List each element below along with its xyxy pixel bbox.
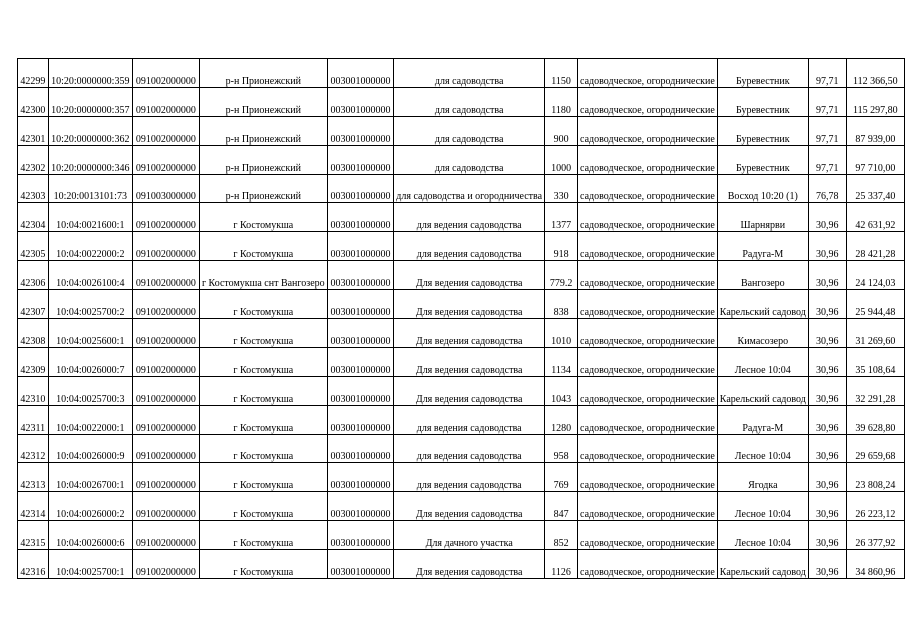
row-number-cell: 42302: [18, 145, 49, 174]
cadastral-number-cell: 10:04:0021600:1: [48, 203, 132, 232]
cadastral-value-cell: 25 337,40: [846, 174, 904, 203]
association-name-cell: Лесное 10:04: [717, 521, 808, 550]
cadastral-number-cell: 10:04:0026000:6: [48, 521, 132, 550]
area-cell: 900: [545, 116, 578, 145]
area-cell: 847: [545, 492, 578, 521]
table-row: [18, 434, 905, 463]
category-cell: садоводческое, огороднические: [578, 261, 718, 290]
area-cell: 1377: [545, 203, 578, 232]
table-row: [18, 521, 905, 550]
area-cell: 1043: [545, 376, 578, 405]
cadastral-value-cell: 31 269,60: [846, 319, 904, 348]
association-name-cell: Карельский садовод: [717, 290, 808, 319]
row-number-cell: 42308: [18, 319, 49, 348]
cadastral-number-cell: 10:04:0022000:1: [48, 405, 132, 434]
area-cell: 1180: [545, 87, 578, 116]
cadastral-value-cell: 35 108,64: [846, 347, 904, 376]
table-row: [18, 376, 905, 405]
category-cell: садоводческое, огороднические: [578, 290, 718, 319]
association-name-cell: Кимасозеро: [717, 319, 808, 348]
land-use-cell: Для ведения садоводства: [394, 376, 545, 405]
location-cell: г Костомукша: [199, 463, 327, 492]
table-row: [18, 232, 905, 261]
cadastral-value-cell: 39 628,80: [846, 405, 904, 434]
oktmo-cell: 091002000000: [132, 550, 199, 579]
register-rows: [18, 59, 905, 579]
row-number-cell: 42312: [18, 434, 49, 463]
land-use-cell: для ведения садоводства: [394, 434, 545, 463]
category-cell: садоводческое, огороднические: [578, 550, 718, 579]
rate-cell: 97,71: [808, 145, 846, 174]
cadastral-number-cell: 10:04:0025700:2: [48, 290, 132, 319]
land-use-cell: Для ведения садоводства: [394, 319, 545, 348]
oktmo-cell: 091003000000: [132, 174, 199, 203]
area-cell: 330: [545, 174, 578, 203]
category-cell: садоводческое, огороднические: [578, 492, 718, 521]
row-number-cell: 42309: [18, 347, 49, 376]
oktmo-cell: 091002000000: [132, 347, 199, 376]
cadastral-value-cell: 25 944,48: [846, 290, 904, 319]
code-cell: 003001000000: [327, 405, 394, 434]
table-row: [18, 203, 905, 232]
oktmo-cell: 091002000000: [132, 116, 199, 145]
association-name-cell: Радуга-М: [717, 405, 808, 434]
rate-cell: 30,96: [808, 463, 846, 492]
rate-cell: 76,78: [808, 174, 846, 203]
oktmo-cell: 091002000000: [132, 434, 199, 463]
location-cell: р-н Прионежский: [199, 174, 327, 203]
table-row: [18, 87, 905, 116]
cadastral-number-cell: 10:20:0000000:346: [48, 145, 132, 174]
area-cell: 1000: [545, 145, 578, 174]
location-cell: г Костомукша: [199, 492, 327, 521]
category-cell: садоводческое, огороднические: [578, 232, 718, 261]
category-cell: садоводческое, огороднические: [578, 463, 718, 492]
association-name-cell: Восход 10:20 (1): [717, 174, 808, 203]
table-row: [18, 145, 905, 174]
location-cell: г Костомукша снт Вангозеро: [199, 261, 327, 290]
association-name-cell: Вангозеро: [717, 261, 808, 290]
row-number-cell: 42299: [18, 59, 49, 88]
cadastral-value-cell: 26 377,92: [846, 521, 904, 550]
area-cell: 958: [545, 434, 578, 463]
code-cell: 003001000000: [327, 434, 394, 463]
rate-cell: 30,96: [808, 290, 846, 319]
table-row: [18, 347, 905, 376]
cadastral-number-cell: 10:04:0026000:7: [48, 347, 132, 376]
location-cell: р-н Прионежский: [199, 145, 327, 174]
area-cell: 1150: [545, 59, 578, 88]
code-cell: 003001000000: [327, 521, 394, 550]
oktmo-cell: 091002000000: [132, 232, 199, 261]
association-name-cell: Лесное 10:04: [717, 347, 808, 376]
row-number-cell: 42311: [18, 405, 49, 434]
cadastral-value-cell: 32 291,28: [846, 376, 904, 405]
category-cell: садоводческое, огороднические: [578, 203, 718, 232]
area-cell: 852: [545, 521, 578, 550]
location-cell: г Костомукша: [199, 290, 327, 319]
code-cell: 003001000000: [327, 347, 394, 376]
table-row: [18, 59, 905, 88]
association-name-cell: Карельский садовод: [717, 550, 808, 579]
oktmo-cell: 091002000000: [132, 521, 199, 550]
cadastral-number-cell: 10:04:0026100:4: [48, 261, 132, 290]
category-cell: садоводческое, огороднические: [578, 87, 718, 116]
area-cell: 1280: [545, 405, 578, 434]
row-number-cell: 42300: [18, 87, 49, 116]
row-number-cell: 42304: [18, 203, 49, 232]
cadastral-number-cell: 10:20:0000000:357: [48, 87, 132, 116]
category-cell: садоводческое, огороднические: [578, 405, 718, 434]
cadastral-value-cell: 97 710,00: [846, 145, 904, 174]
rate-cell: 30,96: [808, 232, 846, 261]
association-name-cell: Буревестник: [717, 59, 808, 88]
table-row: [18, 116, 905, 145]
oktmo-cell: 091002000000: [132, 376, 199, 405]
rate-cell: 97,71: [808, 116, 846, 145]
area-cell: 838: [545, 290, 578, 319]
location-cell: р-н Прионежский: [199, 116, 327, 145]
row-number-cell: 42313: [18, 463, 49, 492]
location-cell: г Костомукша: [199, 203, 327, 232]
category-cell: садоводческое, огороднические: [578, 116, 718, 145]
location-cell: г Костомукша: [199, 550, 327, 579]
table-row: [18, 174, 905, 203]
cadastral-value-cell: 112 366,50: [846, 59, 904, 88]
land-use-cell: для ведения садоводства: [394, 203, 545, 232]
cadastral-number-cell: 10:20:0000000:362: [48, 116, 132, 145]
rate-cell: 97,71: [808, 87, 846, 116]
category-cell: садоводческое, огороднические: [578, 347, 718, 376]
oktmo-cell: 091002000000: [132, 405, 199, 434]
rate-cell: 30,96: [808, 319, 846, 348]
association-name-cell: Лесное 10:04: [717, 434, 808, 463]
table-row: [18, 492, 905, 521]
row-number-cell: 42310: [18, 376, 49, 405]
oktmo-cell: 091002000000: [132, 492, 199, 521]
cadastral-number-cell: 10:04:0026000:9: [48, 434, 132, 463]
land-use-cell: для садоводства: [394, 87, 545, 116]
row-number-cell: 42316: [18, 550, 49, 579]
association-name-cell: Лесное 10:04: [717, 492, 808, 521]
code-cell: 003001000000: [327, 203, 394, 232]
rate-cell: 30,96: [808, 434, 846, 463]
land-use-cell: для садоводства: [394, 59, 545, 88]
cadastral-number-cell: 10:04:0022000:2: [48, 232, 132, 261]
rate-cell: 30,96: [808, 203, 846, 232]
table-row: [18, 463, 905, 492]
table-row: [18, 261, 905, 290]
cadastral-number-cell: 10:04:0025600:1: [48, 319, 132, 348]
rate-cell: 97,71: [808, 59, 846, 88]
code-cell: 003001000000: [327, 59, 394, 88]
code-cell: 003001000000: [327, 174, 394, 203]
cadastral-value-cell: 23 808,24: [846, 463, 904, 492]
cadastral-value-cell: 42 631,92: [846, 203, 904, 232]
cadastral-number-cell: 10:04:0025700:1: [48, 550, 132, 579]
code-cell: 003001000000: [327, 550, 394, 579]
association-name-cell: Буревестник: [717, 87, 808, 116]
rate-cell: 30,96: [808, 405, 846, 434]
oktmo-cell: 091002000000: [132, 319, 199, 348]
rate-cell: 30,96: [808, 492, 846, 521]
category-cell: садоводческое, огороднические: [578, 319, 718, 348]
category-cell: садоводческое, огороднические: [578, 59, 718, 88]
rate-cell: 30,96: [808, 550, 846, 579]
row-number-cell: 42315: [18, 521, 49, 550]
area-cell: 1010: [545, 319, 578, 348]
row-number-cell: 42305: [18, 232, 49, 261]
cadastral-number-cell: 10:04:0026000:2: [48, 492, 132, 521]
location-cell: г Костомукша: [199, 434, 327, 463]
table-row: [18, 290, 905, 319]
location-cell: г Костомукша: [199, 405, 327, 434]
code-cell: 003001000000: [327, 145, 394, 174]
rate-cell: 30,96: [808, 521, 846, 550]
oktmo-cell: 091002000000: [132, 145, 199, 174]
land-use-cell: Для ведения садоводства: [394, 550, 545, 579]
land-use-cell: Для ведения садоводства: [394, 261, 545, 290]
cadastral-number-cell: 10:04:0025700:3: [48, 376, 132, 405]
cadastral-number-cell: 10:20:0000000:359: [48, 59, 132, 88]
table-row: [18, 319, 905, 348]
table-row: [18, 405, 905, 434]
cadastral-value-cell: 115 297,80: [846, 87, 904, 116]
location-cell: г Костомукша: [199, 319, 327, 348]
row-number-cell: 42303: [18, 174, 49, 203]
land-use-cell: Для дачного участка: [394, 521, 545, 550]
code-cell: 003001000000: [327, 492, 394, 521]
land-use-cell: для ведения садоводства: [394, 232, 545, 261]
row-number-cell: 42314: [18, 492, 49, 521]
location-cell: р-н Прионежский: [199, 87, 327, 116]
land-use-cell: Для ведения садоводства: [394, 347, 545, 376]
code-cell: 003001000000: [327, 116, 394, 145]
location-cell: г Костомукша: [199, 347, 327, 376]
land-use-cell: для ведения садоводства: [394, 405, 545, 434]
code-cell: 003001000000: [327, 232, 394, 261]
area-cell: 918: [545, 232, 578, 261]
location-cell: г Костомукша: [199, 232, 327, 261]
oktmo-cell: 091002000000: [132, 261, 199, 290]
oktmo-cell: 091002000000: [132, 203, 199, 232]
category-cell: садоводческое, огороднические: [578, 376, 718, 405]
category-cell: садоводческое, огороднические: [578, 174, 718, 203]
cadastral-number-cell: 10:04:0026700:1: [48, 463, 132, 492]
category-cell: садоводческое, огороднические: [578, 434, 718, 463]
table-row: [18, 550, 905, 579]
rate-cell: 30,96: [808, 347, 846, 376]
cadastral-value-cell: 34 860,96: [846, 550, 904, 579]
association-name-cell: Радуга-М: [717, 232, 808, 261]
land-use-cell: Для ведения садоводства: [394, 492, 545, 521]
code-cell: 003001000000: [327, 319, 394, 348]
rate-cell: 30,96: [808, 376, 846, 405]
area-cell: 1126: [545, 550, 578, 579]
oktmo-cell: 091002000000: [132, 59, 199, 88]
oktmo-cell: 091002000000: [132, 87, 199, 116]
cadastral-value-cell: 24 124,03: [846, 261, 904, 290]
code-cell: 003001000000: [327, 87, 394, 116]
area-cell: 769: [545, 463, 578, 492]
code-cell: 003001000000: [327, 290, 394, 319]
location-cell: р-н Прионежский: [199, 59, 327, 88]
category-cell: садоводческое, огороднические: [578, 145, 718, 174]
association-name-cell: Буревестник: [717, 116, 808, 145]
association-name-cell: Карельский садовод: [717, 376, 808, 405]
row-number-cell: 42306: [18, 261, 49, 290]
register-table: [17, 58, 905, 579]
location-cell: г Костомукша: [199, 376, 327, 405]
row-number-cell: 42301: [18, 116, 49, 145]
area-cell: 779.2: [545, 261, 578, 290]
land-use-cell: для садоводства и огородничества: [394, 174, 545, 203]
rate-cell: 30,96: [808, 261, 846, 290]
oktmo-cell: 091002000000: [132, 463, 199, 492]
location-cell: г Костомукша: [199, 521, 327, 550]
association-name-cell: Ягодка: [717, 463, 808, 492]
row-number-cell: 42307: [18, 290, 49, 319]
code-cell: 003001000000: [327, 376, 394, 405]
association-name-cell: Буревестник: [717, 145, 808, 174]
cadastral-value-cell: 28 421,28: [846, 232, 904, 261]
cadastral-value-cell: 29 659,68: [846, 434, 904, 463]
cadastral-value-cell: 87 939,00: [846, 116, 904, 145]
code-cell: 003001000000: [327, 463, 394, 492]
area-cell: 1134: [545, 347, 578, 376]
oktmo-cell: 091002000000: [132, 290, 199, 319]
land-use-cell: для ведения садоводства: [394, 463, 545, 492]
land-use-cell: для садоводства: [394, 145, 545, 174]
code-cell: 003001000000: [327, 261, 394, 290]
cadastral-value-cell: 26 223,12: [846, 492, 904, 521]
cadastral-number-cell: 10:20:0013101:73: [48, 174, 132, 203]
land-use-cell: Для ведения садоводства: [394, 290, 545, 319]
category-cell: садоводческое, огороднические: [578, 521, 718, 550]
land-use-cell: для садоводства: [394, 116, 545, 145]
association-name-cell: Шарнярви: [717, 203, 808, 232]
